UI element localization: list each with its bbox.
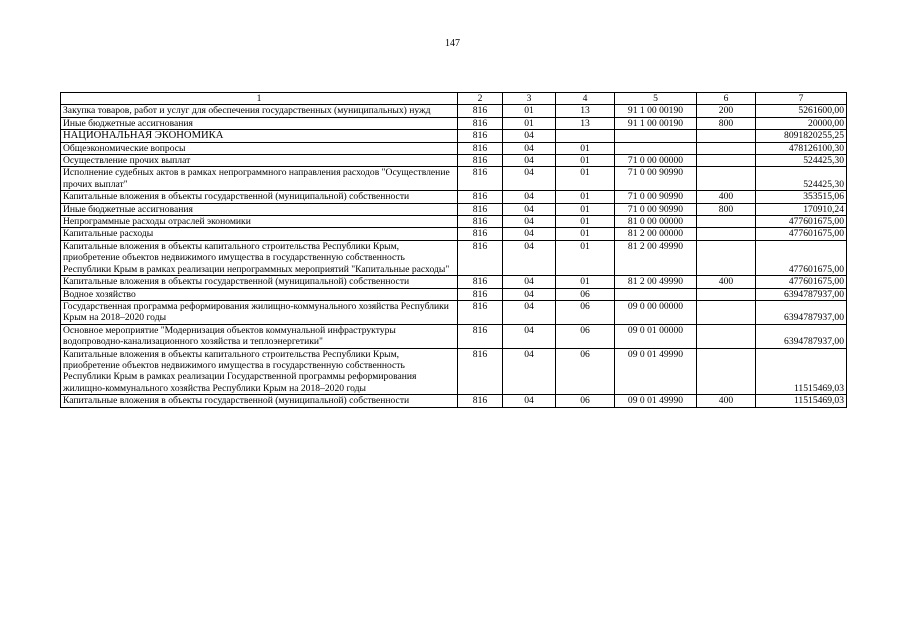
table-row [61,240,847,275]
row-name-cell: Иные бюджетные ассигнования [61,203,458,215]
expense-type-cell: 200 [697,105,756,117]
amount-cell: 477601675,00 [756,228,847,240]
ministry-code-cell: 816 [458,240,503,275]
table-row [61,130,847,142]
row-name-cell: Водное хозяйство [61,288,458,300]
target-article-cell: 09 0 01 00000 [615,324,697,348]
table-row [61,155,847,167]
section-cell: 04 [503,191,556,203]
subsection-cell: 01 [556,228,615,240]
amount-cell: 6394787937,00 [756,324,847,348]
header-row [61,93,847,105]
section-cell: 04 [503,228,556,240]
header-cell: 5 [615,93,697,105]
target-article-cell [615,142,697,154]
target-article-cell [615,130,697,142]
ministry-code-cell: 816 [458,395,503,407]
ministry-code-cell: 816 [458,288,503,300]
section-cell: 04 [503,203,556,215]
amount-cell: 524425,30 [756,167,847,191]
ministry-code-cell: 816 [458,203,503,215]
ministry-code-cell: 816 [458,191,503,203]
subsection-cell: 06 [556,324,615,348]
header-cell: 4 [556,93,615,105]
row-name-cell: Государственная программа реформирования жилищно-коммунального хозяйства Республики Крым на 2018–2020 годы [61,300,458,324]
target-article-cell: 09 0 00 00000 [615,300,697,324]
amount-cell: 6394787937,00 [756,288,847,300]
header-cell: 2 [458,93,503,105]
expense-type-cell [697,288,756,300]
expense-type-cell: 400 [697,395,756,407]
row-name-cell: Капитальные вложения в объекты капитального строительства Республики Крым, приобретение объектов недвижимого имущества в государственную собственность Республики Крым в рамках реализации Государственной программы реформирования жилищно-коммунального хозяйства Республики Крым на 2018–2020 годы [61,348,458,395]
row-name-cell: Основное мероприятие "Модернизация объектов коммунальной инфраструктуры водопроводно-канализационного хозяйства и теплоэнергетики" [61,324,458,348]
section-cell: 04 [503,288,556,300]
ministry-code-cell: 816 [458,142,503,154]
ministry-code-cell: 816 [458,228,503,240]
section-cell: 01 [503,105,556,117]
section-cell: 04 [503,300,556,324]
row-name-cell: НАЦИОНАЛЬНАЯ ЭКОНОМИКА [61,130,458,142]
subsection-cell: 01 [556,276,615,288]
budget-table [60,92,847,408]
amount-cell: 11515469,03 [756,348,847,395]
section-cell: 04 [503,142,556,154]
target-article-cell: 71 0 00 90990 [615,203,697,215]
amount-cell: 477601675,00 [756,276,847,288]
table-row [61,203,847,215]
amount-cell: 353515,06 [756,191,847,203]
target-article-cell [615,288,697,300]
table-row [61,324,847,348]
amount-cell: 524425,30 [756,155,847,167]
expense-type-cell [697,130,756,142]
subsection-cell: 01 [556,240,615,275]
table-row [61,216,847,228]
subsection-cell: 01 [556,203,615,215]
row-name-cell: Закупка товаров, работ и услуг для обеспечения государственных (муниципальных) нужд [61,105,458,117]
row-name-cell: Капитальные вложения в объекты капитального строительства Республики Крым, приобретение объектов недвижимого имущества в государственную собственность Республики Крым в рамках реализации непрограммных мероприятий "Капитальные расходы" [61,240,458,275]
section-cell: 04 [503,348,556,395]
ministry-code-cell: 816 [458,167,503,191]
row-name-cell: Капитальные расходы [61,228,458,240]
row-name-cell: Осуществление прочих выплат [61,155,458,167]
expense-type-cell [697,216,756,228]
section-cell: 04 [503,240,556,275]
table-row [61,395,847,407]
target-article-cell: 81 2 00 00000 [615,228,697,240]
subsection-cell: 01 [556,142,615,154]
section-cell: 04 [503,395,556,407]
table-row [61,142,847,154]
expense-type-cell [697,228,756,240]
table-row [61,348,847,395]
expense-type-cell [697,240,756,275]
header-cell: 6 [697,93,756,105]
subsection-cell: 06 [556,288,615,300]
ministry-code-cell: 816 [458,348,503,395]
ministry-code-cell: 816 [458,276,503,288]
table-row [61,228,847,240]
expense-type-cell [697,142,756,154]
target-article-cell: 09 0 01 49990 [615,395,697,407]
ministry-code-cell: 816 [458,216,503,228]
row-name-cell: Непрограммные расходы отраслей экономики [61,216,458,228]
target-article-cell: 09 0 01 49990 [615,348,697,395]
amount-cell: 478126100,30 [756,142,847,154]
header-cell: 3 [503,93,556,105]
expense-type-cell [697,167,756,191]
expense-type-cell [697,348,756,395]
row-name-cell: Капитальные вложения в объекты государственной (муниципальной) собственности [61,191,458,203]
expense-type-cell: 800 [697,203,756,215]
table-row [61,167,847,191]
table-row [61,191,847,203]
expense-type-cell [697,324,756,348]
expense-type-cell: 400 [697,276,756,288]
subsection-cell: 13 [556,105,615,117]
subsection-cell [556,130,615,142]
section-cell: 04 [503,324,556,348]
table-row [61,276,847,288]
subsection-cell: 01 [556,155,615,167]
expense-type-cell: 400 [697,191,756,203]
target-article-cell: 81 0 00 00000 [615,216,697,228]
row-name-cell: Капитальные вложения в объекты государственной (муниципальной) собственности [61,395,458,407]
subsection-cell: 06 [556,395,615,407]
table-row [61,288,847,300]
row-name-cell: Иные бюджетные ассигнования [61,117,458,129]
row-name-cell: Исполнение судебных актов в рамках непрограммного направления расходов "Осуществление прочих выплат" [61,167,458,191]
section-cell: 04 [503,216,556,228]
subsection-cell: 06 [556,348,615,395]
row-name-cell: Общеэкономические вопросы [61,142,458,154]
table-row [61,117,847,129]
target-article-cell: 81 2 00 49990 [615,240,697,275]
amount-cell: 8091820255,25 [756,130,847,142]
target-article-cell: 71 0 00 90990 [615,167,697,191]
amount-cell: 477601675,00 [756,240,847,275]
amount-cell: 11515469,03 [756,395,847,407]
subsection-cell: 13 [556,117,615,129]
section-cell: 04 [503,167,556,191]
target-article-cell: 71 0 00 90990 [615,191,697,203]
amount-cell: 5261600,00 [756,105,847,117]
ministry-code-cell: 816 [458,130,503,142]
expense-type-cell [697,155,756,167]
section-cell: 04 [503,155,556,167]
target-article-cell: 91 1 00 00190 [615,105,697,117]
ministry-code-cell: 816 [458,324,503,348]
header-cell: 7 [756,93,847,105]
expense-type-cell [697,300,756,324]
subsection-cell: 01 [556,216,615,228]
row-name-cell: Капитальные вложения в объекты государственной (муниципальной) собственности [61,276,458,288]
table-row [61,105,847,117]
ministry-code-cell: 816 [458,105,503,117]
target-article-cell: 91 1 00 00190 [615,117,697,129]
section-cell: 04 [503,276,556,288]
amount-cell: 477601675,00 [756,216,847,228]
expense-type-cell: 800 [697,117,756,129]
section-cell: 04 [503,130,556,142]
header-cell: 1 [61,93,458,105]
subsection-cell: 06 [556,300,615,324]
target-article-cell: 81 2 00 49990 [615,276,697,288]
table-row [61,300,847,324]
target-article-cell: 71 0 00 00000 [615,155,697,167]
ministry-code-cell: 816 [458,117,503,129]
ministry-code-cell: 816 [458,155,503,167]
section-cell: 01 [503,117,556,129]
subsection-cell: 01 [556,191,615,203]
subsection-cell: 01 [556,167,615,191]
ministry-code-cell: 816 [458,300,503,324]
amount-cell: 20000,00 [756,117,847,129]
amount-cell: 6394787937,00 [756,300,847,324]
amount-cell: 170910,24 [756,203,847,215]
page-number: 147 [445,38,460,49]
